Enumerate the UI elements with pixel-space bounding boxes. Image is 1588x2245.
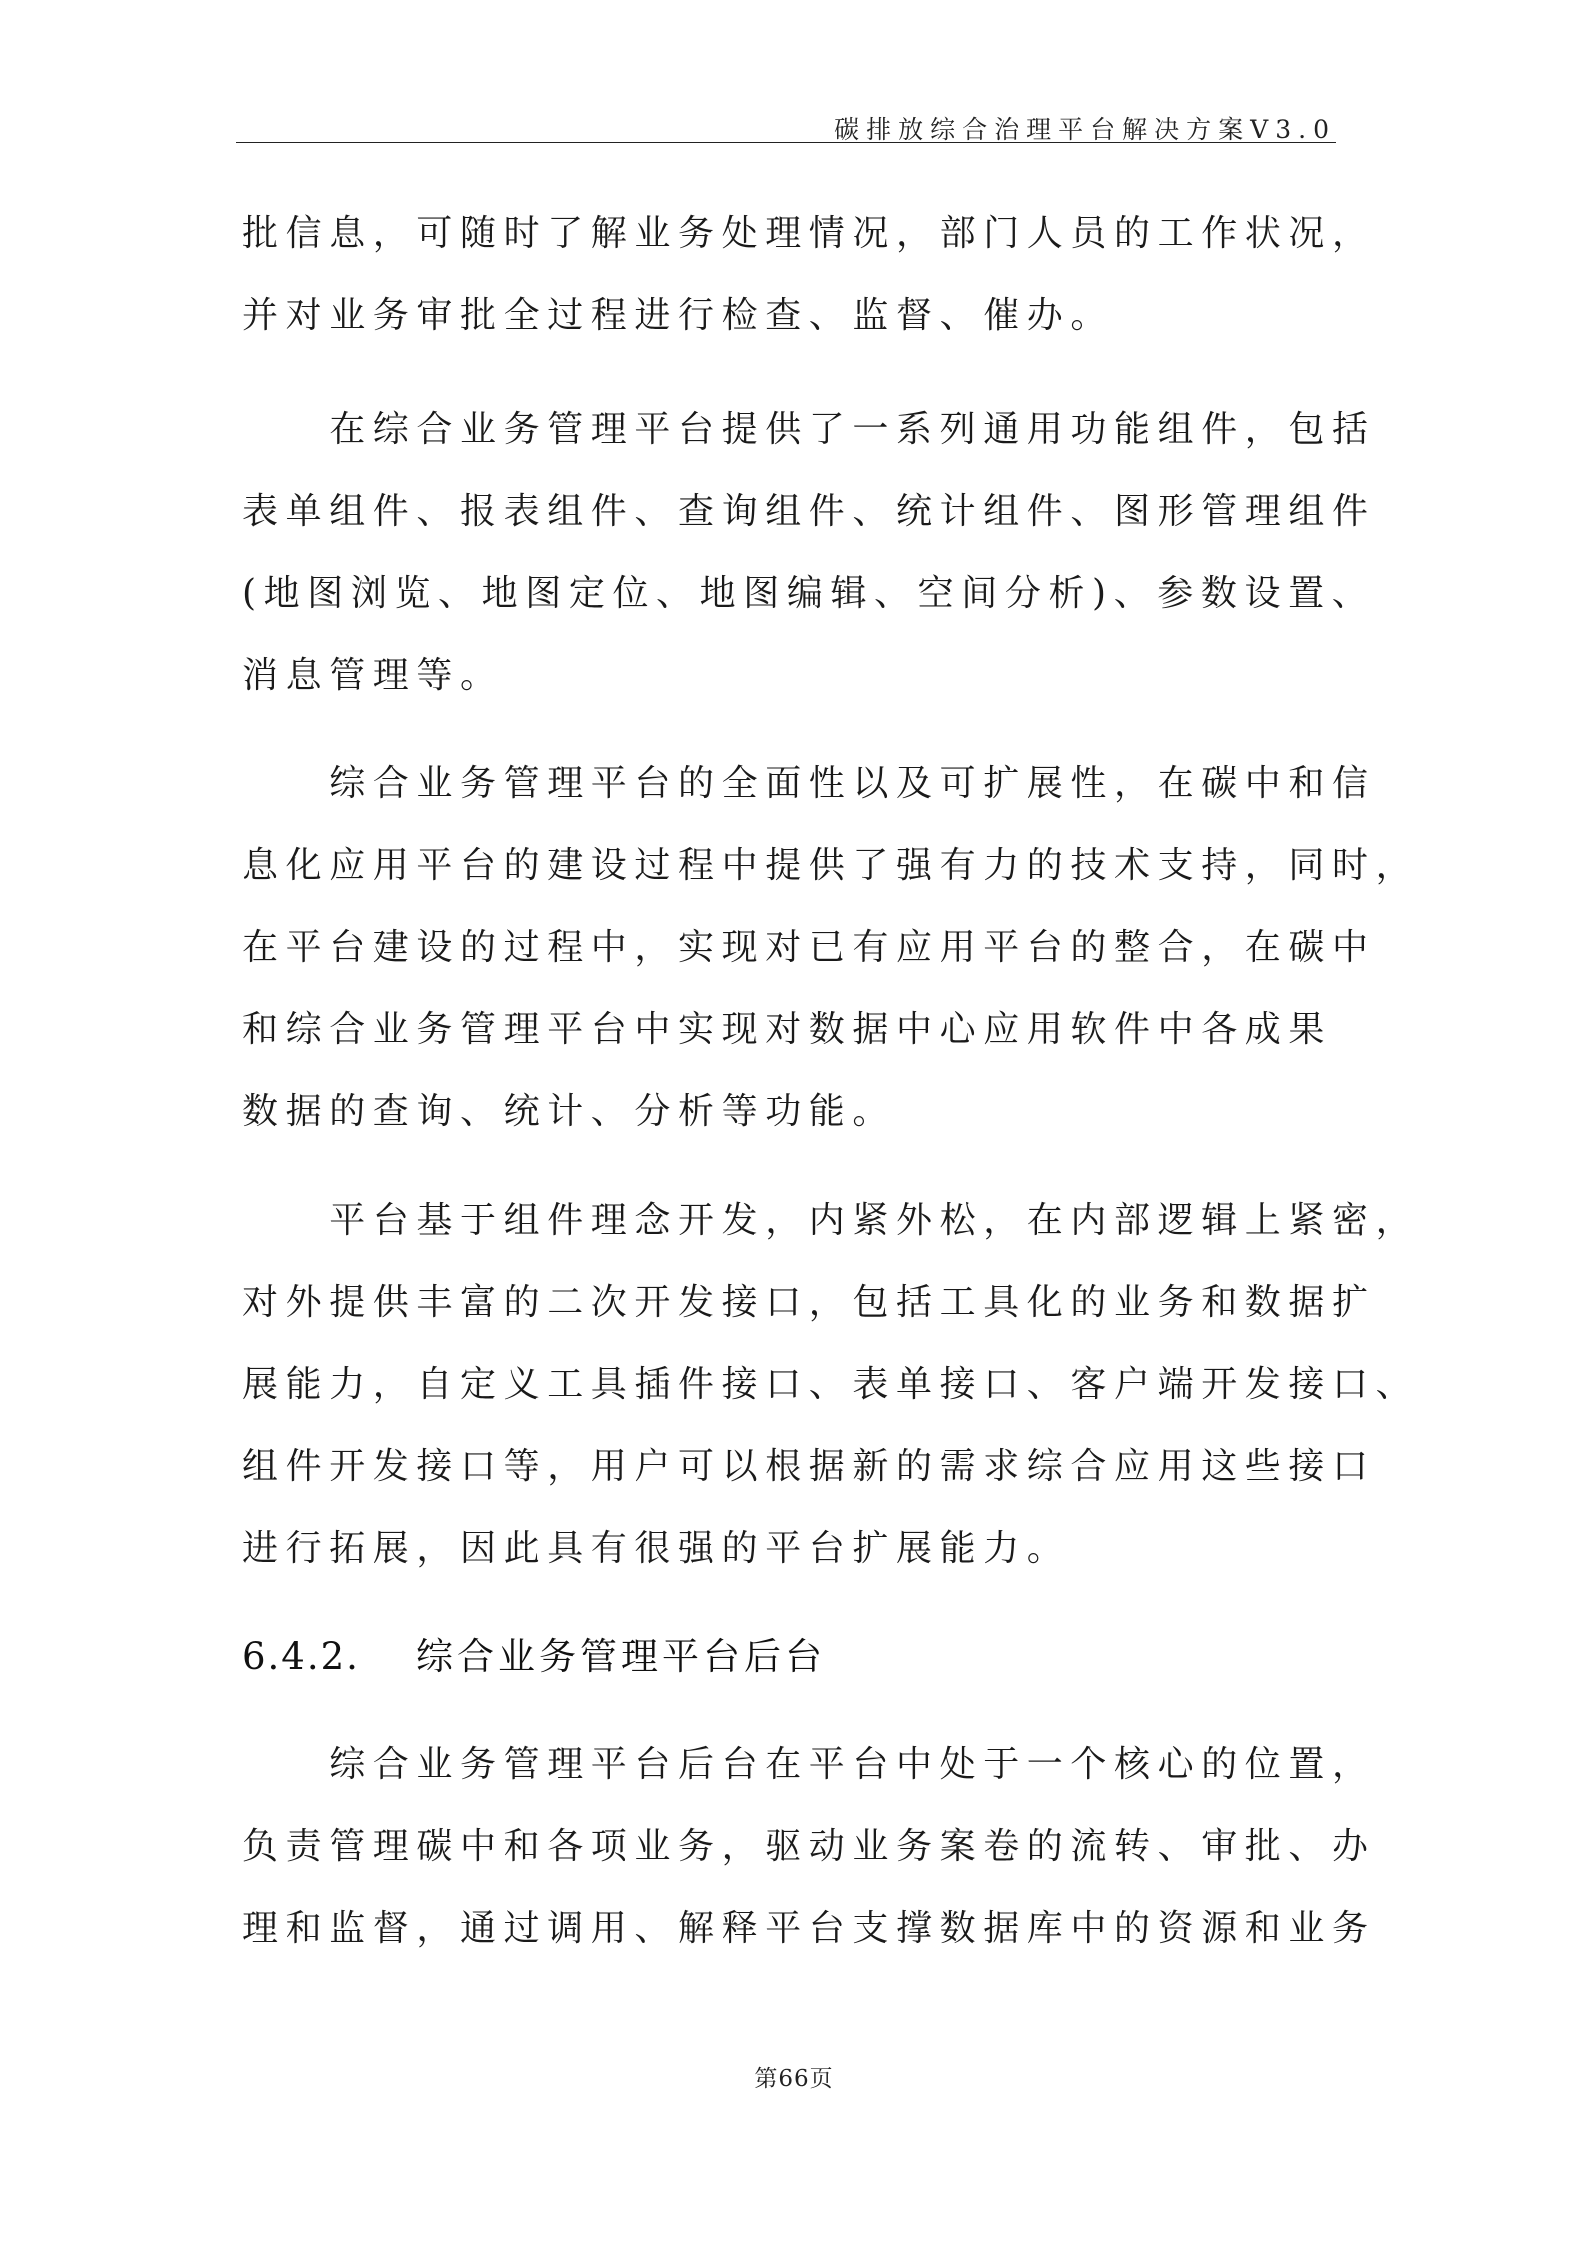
page-header	[236, 108, 1336, 143]
page-number: 第66页	[754, 2066, 834, 2092]
section-title: 综合业务管理平台后台	[416, 1635, 826, 1678]
text-line: 数据的查询、统计、分析等功能。	[242, 1091, 897, 1132]
text-line: 消息管理等。	[242, 655, 504, 696]
paragraph	[242, 743, 1419, 1153]
text-line: 息化应用平台的建设过程中提供了强有力的技术支持，同时，	[242, 845, 1420, 886]
paragraph	[242, 389, 1376, 717]
paragraph	[242, 1180, 1419, 1590]
section-heading	[242, 1616, 826, 1698]
text-line: 展能力，自定义工具插件接口、表单接口、客户端开发接口、	[242, 1364, 1420, 1405]
text-line: 批信息，可随时了解业务处理情况，部门人员的工作状况，	[242, 213, 1376, 254]
text-line: 和综合业务管理平台中实现对数据中心应用软件中各成果	[242, 1009, 1333, 1050]
text-line: 在平台建设的过程中，实现对已有应用平台的整合，在碳中	[242, 927, 1376, 968]
text-line: 综合业务管理平台的全面性以及可扩展性，在碳中和信	[242, 763, 1376, 804]
text-line: 组件开发接口等，用户可以根据新的需求综合应用这些接口	[242, 1446, 1376, 1487]
text-line: 综合业务管理平台后台在平台中处于一个核心的位置，	[242, 1744, 1376, 1785]
text-line: 平台基于组件理念开发，内紧外松，在内部逻辑上紧密，	[242, 1200, 1420, 1241]
page-footer	[0, 2060, 1588, 2093]
text-line: 理和监督，通过调用、解释平台支撑数据库中的资源和业务	[242, 1908, 1376, 1949]
paragraph	[242, 1724, 1376, 1970]
paragraph	[242, 193, 1376, 357]
text-line: 负责管理碳中和各项业务，驱动业务案卷的流转、审批、办	[242, 1826, 1376, 1867]
text-line: 并对业务审批全过程进行检查、监督、催办。	[242, 295, 1115, 336]
document-title: 碳排放综合治理平台解决方案V3.0	[834, 115, 1336, 144]
section-number: 6.4.2.	[242, 1635, 360, 1678]
text-line: 在综合业务管理平台提供了一系列通用功能组件，包括	[242, 409, 1376, 450]
text-line: 对外提供丰富的二次开发接口，包括工具化的业务和数据扩	[242, 1282, 1376, 1323]
text-line: 表单组件、报表组件、查询组件、统计组件、图形管理组件	[242, 491, 1376, 532]
text-line: (地图浏览、地图定位、地图编辑、空间分析)、参数设置、	[242, 573, 1376, 614]
text-line: 进行拓展，因此具有很强的平台扩展能力。	[242, 1528, 1071, 1569]
